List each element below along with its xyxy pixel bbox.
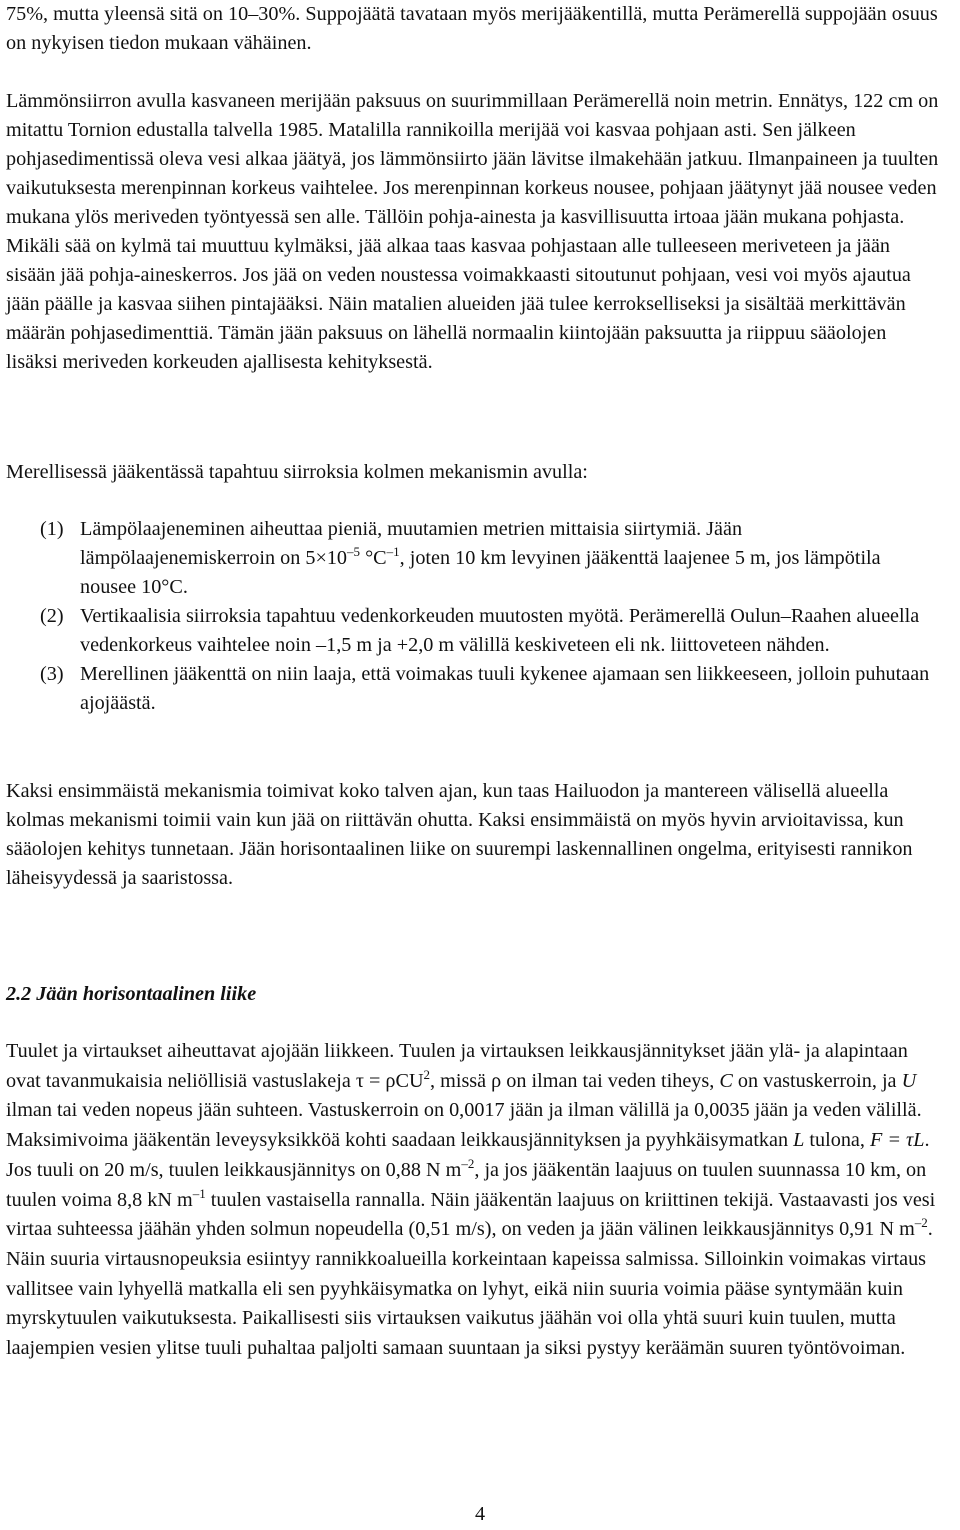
- mechanism-item-1: [6, 515, 941, 602]
- mechanism-text: Merellinen jääkenttä on niin laaja, että voimakas tuuli kykenee ajamaan sen liikkeeseen, jolloin puhutaan ajojäästä.: [80, 663, 930, 714]
- paragraph-suppojaa: 75%, mutta yleensä sitä on 10–30%. Suppojäätä tavataan myös merijääkentillä, mutta Perämerellä suppojään osuus on nykyisen tiedon mukaan vähäinen.: [6, 3, 938, 54]
- mechanism-number: (3): [40, 663, 64, 685]
- mechanism-list: [6, 515, 941, 718]
- formula-force: F = τL: [869, 1129, 925, 1152]
- page-number: 4: [474, 1503, 486, 1525]
- mechanism-item-3: [6, 660, 941, 718]
- mechanism-number: (2): [40, 605, 64, 627]
- paragraph-siirrokset-intro: Merellisessä jääkentässä tapahtuu siirroksia kolmen mekanismin avulla:: [6, 461, 588, 483]
- mechanism-text: Vertikaalisia siirroksia tapahtuu vedenkorkeuden muutosten myötä. Perämerellä Oulun–Raahen alueella vedenkorkeus vaihtelee noin –1,5 m ja +2,0 m välillä keskiveteen eli nk. liittoveteen nähden.: [80, 605, 920, 656]
- formula-drag-law: τ = ρCU$^2$: [355, 1066, 431, 1092]
- mechanism-number: (1): [40, 518, 64, 540]
- paragraph-horisontaalinen-liike: Tuulet ja virtaukset aiheuttavat ajojään liikkeen. Tuulen ja virtauksen leikkausjännitykset jään ylä- ja alapintaan ovat tavanmukaisia neliöllisiä vastuslakeja τ = ρCU$^2$, missä ρ on ilman tai veden tiheys, C on vastuskerroin, ja U ilman tai veden nopeus jään suhteen. Vastuskerroin on 0,0017 jään ja ilman välillä ja 0,0035 jään ja veden välillä. Maksimivoima jääkentän leveysyksikköä kohti saadaan leikkausjännityksen ja pyyhkäisymatkan L tulona, F = τL. Jos tuuli on 20 m/s, tuulen leikkausjännitys on 0,88 N $m^{-2}$, ja jos jääkentän laajuus on tuulen suunnassa 10 km, on tuulen voima 8,8 kN $m^{-1}$ tuulen vastaisella rannalla. Näin jääkentän laajuus on kriittinen tekijä. Vastaavasti jos vesi virtaa suhteessa jäähän yhden solmun nopeudella (0,51 m/s), on veden ja jään välinen leikkausjännitys 0,91 N $m^{-2}$. Näin suuria virtausnopeuksia esiintyy rannikkoalueilla korkeintaan kapeissa salmissa. Silloinkin voimakas virtaus vallitsee vain lyhyellä matkalla eli sen pyyhkäisymatka on lyhyt, eikä niin suuria voimia pääse syntymään kuin myrskytuulen vaikutuksesta. Paikallisesti siis virtauksen vaikutus jäähän voi olla yhtä suuri kuin tuulen, mutta laajempien vesien ylitse tuuli puhaltaa paljolti samaan suuntaan ja siksi pystyy keräämän suuren työntövoiman.: [6, 1040, 936, 1360]
- mechanism-text: Lämpölaajeneminen aiheuttaa pieniä, muutamien metrien mittaisia siirtymiä. Jään lämpölaajenemiskerroin on $5\times 10^{-5}$ $^\circ C^{-1}$, joten 10 km levyinen jääkenttä laajenee 5 m, jos lämpötila nousee 10°C.: [80, 518, 881, 598]
- mechanism-item-2: [6, 602, 941, 660]
- section-heading: 2.2 Jään horisontaalinen liike: [6, 983, 257, 1005]
- paragraph-merijaan-paksuus: Lämmönsiirron avulla kasvaneen merijään paksuus on suurimmillaan Perämerellä noin metrin. Ennätys, 122 cm on mitattu Tornion edustalla talvella 1985. Matalilla rannikoilla merijää voi kasvaa pohjaan asti. Sen jälkeen pohjasedimentissä oleva vesi alkaa jäätyä, jos lämmönsiirto jään lävitse ilmakehään jatkuu. Ilmanpaineen ja tuulten vaikutuksesta merenpinnan korkeus vaihtelee. Jos merenpinnan korkeus nousee, pohjaan jäätynyt jää nousee veden mukana ylös meriveden työntyessä sen alle. Tällöin pohja-ainesta ja kasvillisuutta irtoaa jään mukana pohjasta. Mikäli sää on kylmä tai muuttuu kylmäksi, jää alkaa taas kasvaa pohjastaan alle tulleeseen meriveteen ja jään sisään jää pohja-aineskerros. Jos jää on veden noustessa voimakkaasti sitoutunut pohjaan, vesi voi myös ajautua jään päälle ja kasvaa siihen pintajääksi. Näin matalien alueiden jää tulee kerrokselliseksi ja sisältää merkittävän määrän pohjasedimenttiä. Tämän jään paksuus on lähellä normaalin kiintojään paksuutta ja riippuu sääolojen lisäksi meriveden korkeuden ajallisesta kehityksestä.: [6, 90, 939, 373]
- paragraph-mekanismit-yhteenveto: Kaksi ensimmäistä mekanismia toimivat koko talven ajan, kun taas Hailuodon ja mantereen välisellä alueella kolmas mekanismi toimii vain kun jää on riittävän ohutta. Kaksi ensimmäistä on myös hyvin arvioitavissa, kun sääolojen kehitys tunnetaan. Jään horisontaalinen liike on suurempi laskennallinen ongelma, erityisesti rannikon läheisyydessä ja saaristossa.: [6, 780, 913, 889]
